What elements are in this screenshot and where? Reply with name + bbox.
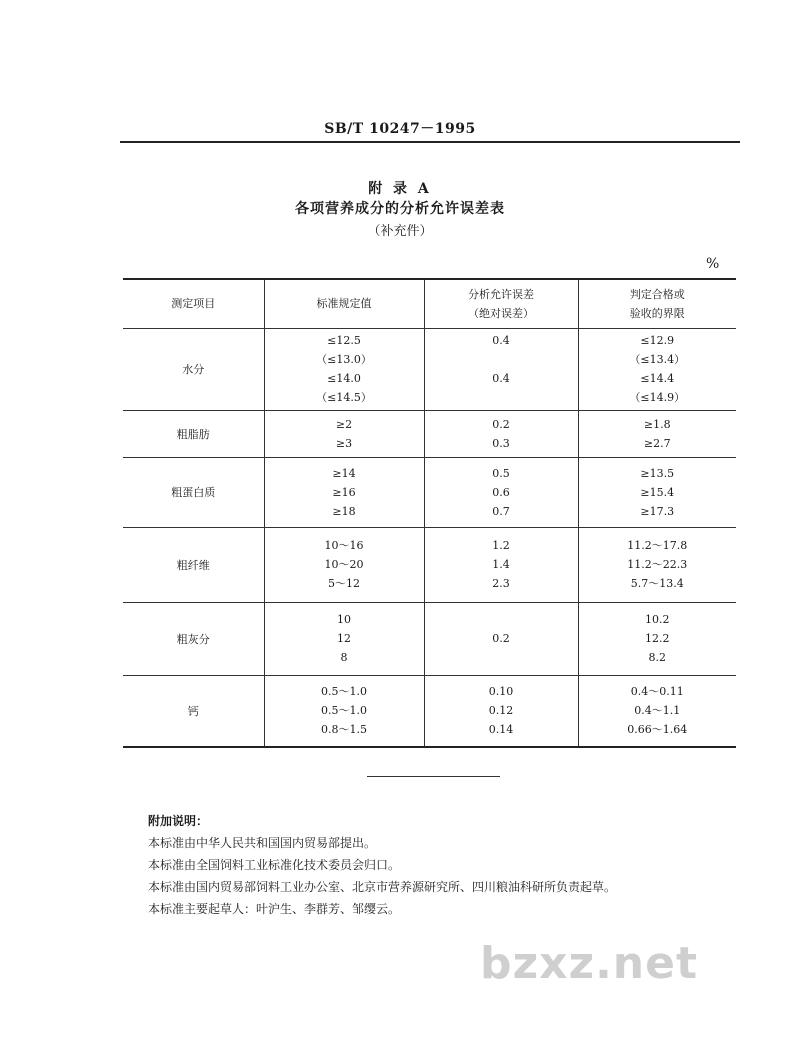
- note-line: 本标准主要起草人：叶沪生、李群芳、邹缨云。: [148, 902, 401, 916]
- standard-value: ≥18: [332, 504, 356, 518]
- item-name-text: 钙: [187, 704, 199, 718]
- limit-value: 8.2: [648, 651, 666, 664]
- column-header-limit: [578, 279, 736, 328]
- note-line: 本标准由全国饲料工业标准化技术委员会归口。: [148, 858, 401, 872]
- standard-value: ≤14.0: [327, 372, 361, 385]
- cell-tolerance: [424, 410, 578, 457]
- item-name-text: 粗蛋白质: [171, 486, 216, 499]
- column-header-standard: [264, 279, 424, 328]
- limit-value: （≤14.9）: [629, 391, 686, 404]
- header-divider: [120, 141, 740, 143]
- end-divider: [367, 776, 500, 777]
- column-header-line: 测定项目: [171, 297, 216, 311]
- standard-value: 0.5～1.0: [321, 685, 367, 699]
- standard-code: SB/T 10247－1995: [324, 121, 476, 137]
- cell-tolerance: [424, 457, 578, 527]
- standard-value: 8: [340, 651, 348, 664]
- tolerance-value: [499, 610, 503, 629]
- tolerance-value: 0.4: [492, 334, 510, 347]
- table-row: [123, 675, 736, 747]
- cell-tolerance: [424, 602, 578, 675]
- limit-value: （≤13.4）: [629, 353, 686, 366]
- row-item-name: [123, 675, 264, 747]
- tolerance-value: [499, 350, 503, 369]
- limit-value: 11.2～17.8: [627, 539, 688, 552]
- cell-standard: [264, 457, 424, 527]
- table-title: 各项营养成分的分析允许误差表: [295, 201, 505, 217]
- standard-value: 10～16: [324, 539, 364, 552]
- limit-value: ≥13.5: [640, 466, 675, 480]
- tolerance-value: 0.6: [492, 485, 510, 499]
- tolerance-value: 0.7: [492, 504, 510, 518]
- limit-value: ≥2.7: [643, 436, 671, 450]
- limit-value: ≥17.3: [640, 504, 675, 518]
- note-line: 本标准由国内贸易部饲料工业办公室、北京市营养源研究所、四川粮油科研所负责起草。: [148, 880, 617, 894]
- standard-value: 0.8～1.5: [321, 723, 367, 737]
- limit-value: ≥1.8: [643, 417, 671, 431]
- tolerance-value: 0.14: [488, 723, 514, 737]
- table-row: [123, 457, 736, 527]
- standard-value: 10: [337, 613, 351, 626]
- standard-value: 12: [337, 632, 351, 645]
- note-line: 本标准由中华人民共和国国内贸易部提出。: [148, 836, 377, 850]
- item-name-text: 粗灰分: [176, 632, 210, 646]
- item-name-text: 水分: [182, 363, 205, 376]
- column-header-item: [123, 279, 264, 328]
- tolerance-value: 0.10: [488, 685, 514, 699]
- cell-tolerance: [424, 328, 578, 410]
- tolerance-value: 0.12: [488, 704, 514, 718]
- tolerance-table: [123, 278, 736, 748]
- standard-value: 5～12: [328, 577, 360, 590]
- tolerance-value: [499, 388, 503, 407]
- limit-value: ≥15.4: [640, 485, 675, 499]
- limit-value: 11.2～22.3: [627, 558, 688, 571]
- cell-standard: [264, 527, 424, 602]
- notes-heading: 附加说明：: [148, 814, 209, 828]
- row-item-name: [123, 328, 264, 410]
- table-row: [123, 602, 736, 675]
- standard-value: 0.5～1.0: [321, 704, 367, 718]
- limit-value: 0.4～0.11: [630, 685, 684, 699]
- cell-standard: [264, 675, 424, 747]
- limit-value: 5.7～13.4: [630, 577, 684, 590]
- cell-limit: [578, 602, 736, 675]
- row-item-name: [123, 410, 264, 457]
- appendix-title: 附 录 A: [368, 181, 432, 197]
- tolerance-value: 0.4: [492, 372, 510, 385]
- table-subtitle: （补充件）: [367, 224, 433, 239]
- standard-value: 10～20: [324, 558, 364, 571]
- cell-limit: [578, 457, 736, 527]
- row-item-name: [123, 457, 264, 527]
- standard-value: （≤13.0）: [316, 353, 372, 366]
- standard-value: ≤12.5: [327, 334, 361, 347]
- column-header-line: 判定合格或: [629, 287, 685, 301]
- table-row: [123, 527, 736, 602]
- watermark-text: bzxz.net: [480, 938, 699, 989]
- cell-standard: [264, 410, 424, 457]
- tolerance-value: 2.3: [492, 577, 510, 590]
- limit-value: ≤12.9: [640, 334, 675, 347]
- cell-limit: [578, 410, 736, 457]
- column-header-line: 标准规定值: [316, 297, 372, 311]
- table-row: [123, 328, 736, 410]
- column-header-line: （绝对误差）: [468, 306, 534, 320]
- tolerance-value: 0.2: [492, 417, 510, 431]
- item-name-text: 粗脂肪: [176, 427, 210, 441]
- cell-limit: [578, 328, 736, 410]
- tolerance-value: 0.5: [492, 466, 510, 480]
- column-header-line: 分析允许误差: [468, 287, 534, 301]
- tolerance-value: 0.3: [492, 436, 510, 450]
- standard-value: ≥2: [335, 417, 353, 431]
- standard-value: （≤14.5）: [316, 391, 372, 404]
- item-name-text: 粗纤维: [176, 558, 210, 572]
- cell-tolerance: [424, 527, 578, 602]
- cell-standard: [264, 602, 424, 675]
- row-item-name: [123, 602, 264, 675]
- cell-limit: [578, 675, 736, 747]
- column-header-line: 验收的界限: [629, 306, 685, 320]
- unit-label: %: [706, 256, 720, 272]
- cell-limit: [578, 527, 736, 602]
- tolerance-value: [499, 648, 503, 667]
- tolerance-value: 1.2: [492, 539, 510, 552]
- table-header-row: [123, 279, 736, 328]
- limit-value: ≤14.4: [640, 372, 675, 385]
- cell-tolerance: [424, 675, 578, 747]
- tolerance-value: 0.2: [492, 632, 510, 645]
- table-row: [123, 410, 736, 457]
- limit-value: 12.2: [645, 632, 670, 645]
- limit-value: 0.4～1.1: [634, 704, 681, 718]
- cell-standard: [264, 328, 424, 410]
- limit-value: 10.2: [645, 613, 670, 626]
- standard-value: ≥16: [332, 485, 356, 499]
- standard-value: ≥14: [332, 466, 356, 480]
- tolerance-value: 1.4: [492, 558, 510, 571]
- limit-value: 0.66～1.64: [627, 723, 688, 737]
- row-item-name: [123, 527, 264, 602]
- column-header-tolerance: [424, 279, 578, 328]
- standard-value: ≥3: [335, 436, 353, 450]
- additional-notes: [148, 810, 616, 920]
